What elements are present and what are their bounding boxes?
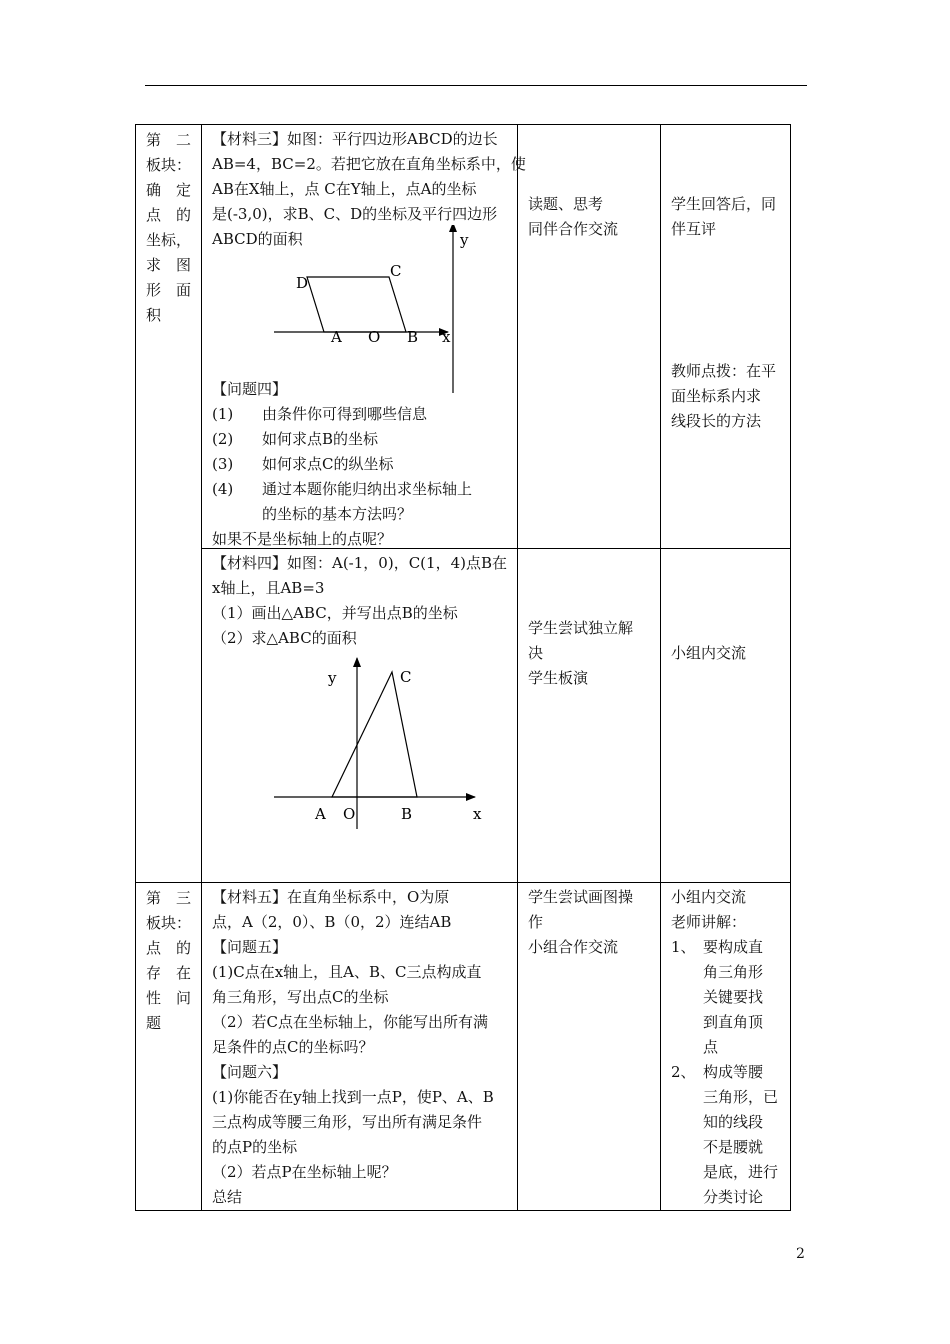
point-c-label: C	[390, 262, 402, 280]
point-c-label: C	[400, 668, 412, 686]
content-cell-material-4	[202, 549, 518, 883]
stage-label: 第 三 板块： 点 的 存 在 性 问 题	[146, 889, 192, 1032]
student-activity-cell: 学生尝试画图操 作 小组合作交流	[518, 883, 661, 1211]
point-o-label: O	[343, 805, 356, 823]
point-a-label: A	[331, 328, 342, 346]
student-activity-cell: 学生尝试独立解 决 学生板演	[518, 549, 661, 883]
page-number: 2	[796, 1246, 805, 1262]
q4-item: (1) 由条件你可得到哪些信息	[212, 405, 428, 423]
teacher-point: 2、 构成等腰 三角形，已 知的线段 不是腰就 是底，进行 分类讨论	[671, 1063, 779, 1206]
row-material-5	[136, 883, 791, 1211]
teacher-activity-cell: 小组内交流 老师讲解： 1、 要构成直 角三角形 关键要找 到直角顶 点 2、 构成等腰 三角形，已 知的线段 不是腰就 是底，进行 分类讨论	[661, 883, 791, 1211]
material-5-text: 【材料五】在直角坐标系中，O为原 点，A（2，0）、B（0，2）连结AB 【问题五】 (1)C点在x轴上，且A、B、C三点构成直 角三角形，写出点C的坐标 （2）若C点在坐标轴上，你能写出所有满 足条件的点C的坐标吗？ 【问题六】 (1)你能否在y轴上找到一点P，使P、A、B 三点构成等腰三角形，写出所有满足条件 的点P的坐标 （2）若点P在坐标轴上呢？ 总结	[212, 888, 494, 1206]
point-d-label: D	[296, 274, 309, 292]
point-a-label: A	[315, 805, 326, 823]
row-material-4	[136, 549, 791, 883]
q4-item: (3) 如何求点C的纵坐标	[212, 455, 394, 473]
material-3-text: 【材料三】如图：平行四边形ABCD的边长 AB=4，BC=2。若把它放在直角坐标系中，使 AB在X轴上，点 C在Y轴上，点A的坐标 是(-3,0)，求B、C、D的坐标及平行四边形 ABCD的面积	[212, 130, 526, 248]
stage-cell-3	[136, 883, 202, 1211]
q4-item: (4) 通过本题你能归纳出求坐标轴上	[212, 480, 473, 498]
point-b-label: B	[407, 328, 419, 346]
content-cell-material-3	[202, 125, 526, 549]
student-activity-cell: 读题、思考 同伴合作交流	[518, 125, 661, 549]
triangle-abc	[332, 672, 417, 797]
stage-cell-2	[136, 125, 202, 883]
x-label: x	[473, 805, 482, 823]
stage-label: 第 二 板块： 确 定 点 的 坐标， 求 图 形 面 积	[146, 131, 192, 324]
header-rule	[145, 85, 807, 86]
q4-item: (2) 如何求点B的坐标	[212, 430, 379, 448]
y-label: y	[460, 231, 469, 249]
row-material-3	[136, 125, 791, 549]
point-b-label: B	[401, 805, 413, 823]
teacher-activity-cell: 学生回答后，同 伴互评 教师点拨：在平 面坐标系内求 线段长的方法	[661, 125, 791, 549]
material-4-text: 【材料四】如图：A(-1，0)，C(1，4)点B在 x轴上，且AB=3 （1）画出△ABC，并写出点B的坐标 （2）求△ABC的面积	[212, 554, 507, 647]
question-4: 【问题四】 (1) 由条件你可得到哪些信息 (2) 如何求点B的坐标 (3) 如何求点C的纵坐标 (4) 通过本题你能归纳出求坐标轴上 的坐标的基本方法吗？ 如果不是坐标轴上的点呢？	[202, 375, 518, 552]
parallelogram-abcd	[307, 277, 406, 332]
teacher-point: 1、 要构成直 角三角形 关键要找 到直角顶 点	[671, 938, 764, 1056]
content-cell-material-5	[202, 883, 518, 1211]
triangle-figure	[202, 649, 518, 829]
x-label: x	[442, 328, 451, 346]
point-o-label: O	[368, 328, 381, 346]
teacher-activity-cell: 小组内交流	[661, 549, 791, 883]
lesson-table	[135, 124, 791, 1211]
y-label: y	[328, 669, 337, 687]
